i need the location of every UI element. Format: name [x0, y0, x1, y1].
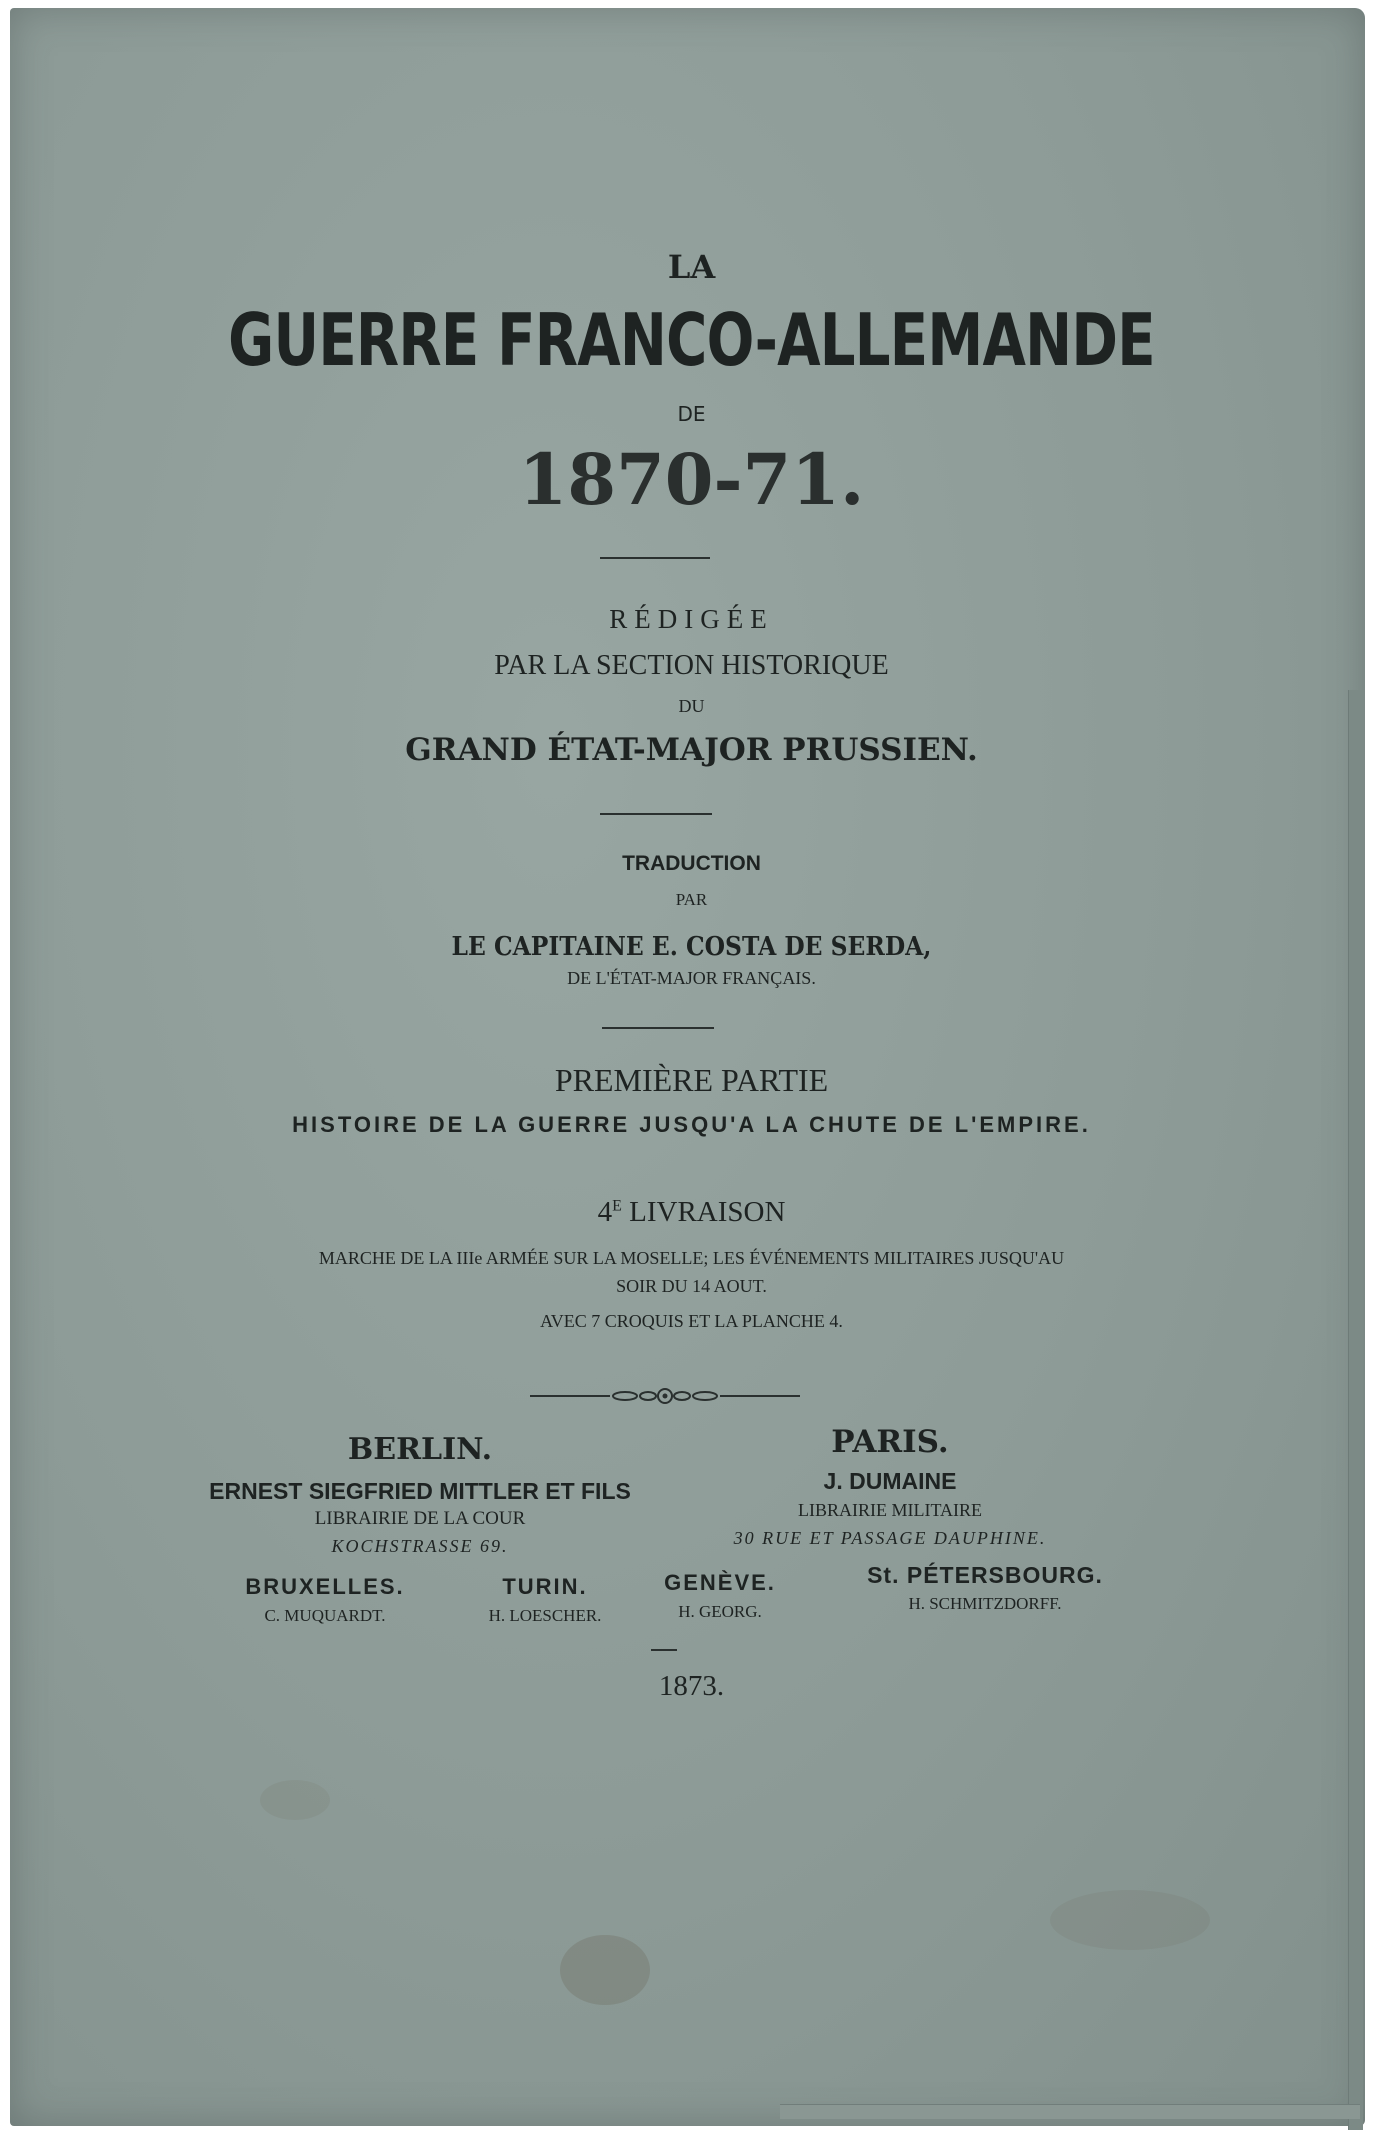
publisher-berlin-line-2: KOCHSTRASSE 69.	[331, 1536, 509, 1556]
publisher-turin-name: H. LOESCHER.	[488, 1606, 602, 1625]
publisher-berlin-city: BERLIN.	[347, 1432, 493, 1467]
part-title: PREMIÈRE PARTIE	[554, 1062, 829, 1098]
publisher-paris-line-2: 30 RUE ET PASSAGE DAUPHINE.	[733, 1528, 1047, 1548]
livraison-number: 4	[597, 1196, 613, 1228]
livraison-label: LIVRAISON	[621, 1196, 786, 1228]
redaction-line-1: RÉDIGÉE	[609, 604, 774, 634]
translator-affiliation: DE L'ÉTAT-MAJOR FRANÇAIS.	[567, 968, 816, 988]
redaction-line-3: DU	[678, 696, 705, 716]
livraison-description-3: AVEC 7 CROQUIS ET LA PLANCHE 4.	[540, 1311, 843, 1331]
cover-edge-bottom	[780, 2104, 1360, 2119]
publisher-geneve-name: H. GEORG.	[678, 1602, 762, 1621]
publisher-berlin-name: ERNEST SIEGFRIED MITTLER ET FILS	[209, 1478, 631, 1504]
translation-label: TRADUCTION	[622, 852, 761, 875]
publisher-turin-city: TURIN.	[502, 1574, 588, 1599]
redaction-line-2: PAR LA SECTION HISTORIQUE	[494, 650, 889, 681]
translation-par: PAR	[675, 890, 708, 909]
livraison-number-suffix: E	[612, 1197, 622, 1215]
publisher-paris-name: J. DUMAINE	[823, 1468, 957, 1494]
redaction-line-4: GRAND ÉTAT-MAJOR PRUSSIEN.	[405, 732, 978, 768]
livraison-heading	[0, 1196, 1383, 1229]
publisher-petersbourg-name: H. SCHMITZDORFF.	[908, 1594, 1062, 1613]
publisher-geneve-city: GENÈVE.	[664, 1570, 776, 1595]
divider	[651, 1649, 677, 1651]
paper-stain	[1050, 1890, 1210, 1950]
livraison-description-2: SOIR DU 14 AOUT.	[616, 1276, 767, 1296]
ornamental-divider	[530, 1384, 800, 1408]
publisher-paris-city: PARIS.	[831, 1424, 949, 1460]
publisher-bruxelles-city: BRUXELLES.	[245, 1574, 405, 1599]
publisher-paris-line-1: LIBRAIRIE MILITAIRE	[797, 1500, 983, 1520]
title-years: 1870-71.	[518, 438, 865, 521]
publisher-petersbourg-city: St. PÉTERSBOURG.	[867, 1562, 1103, 1588]
livraison-description-1: MARCHE DE LA IIIe ARMÉE SUR LA MOSELLE; LES ÉVÉNEMENTS MILITAIRES JUSQU'AU	[318, 1248, 1065, 1268]
paper-stain	[560, 1935, 650, 2005]
paper-stain	[260, 1780, 330, 1820]
divider	[600, 813, 712, 815]
publisher-berlin-line-1: LIBRAIRIE DE LA COUR	[314, 1508, 526, 1529]
part-subtitle: HISTOIRE DE LA GUERRE JUSQU'A LA CHUTE DE L'EMPIRE.	[292, 1112, 1091, 1137]
divider	[600, 557, 710, 559]
translator-name: LE CAPITAINE E. COSTA DE SERDA,	[451, 932, 932, 962]
publication-year: 1873.	[658, 1670, 725, 1702]
publisher-bruxelles-name: C. MUQUARDT.	[264, 1606, 386, 1625]
title-article: LA	[667, 248, 716, 286]
page-title: GUERRE FRANCO-ALLEMANDE	[228, 298, 1155, 382]
title-de: DE	[677, 402, 706, 426]
divider	[602, 1027, 714, 1029]
